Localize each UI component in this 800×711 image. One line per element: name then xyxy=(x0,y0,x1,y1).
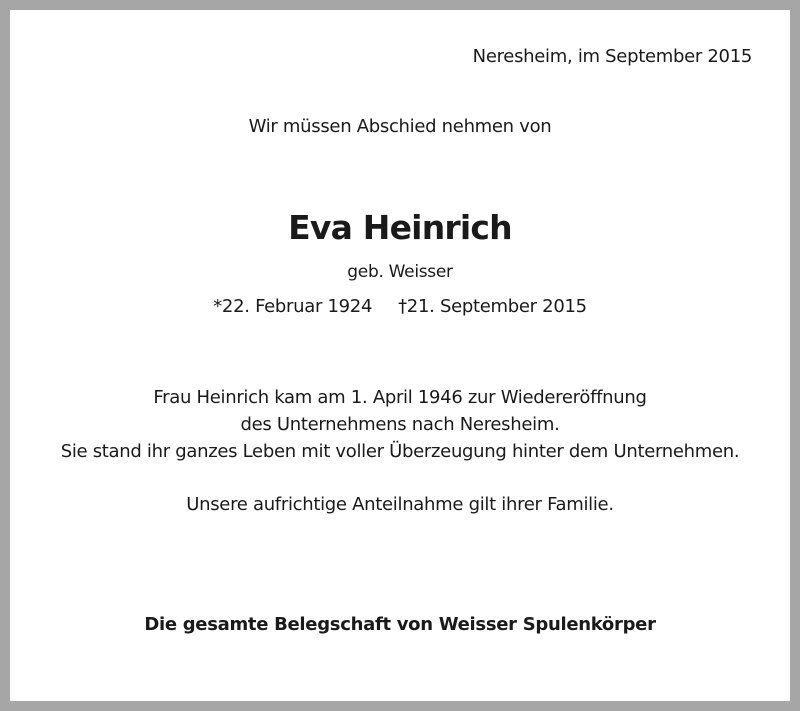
tribute-line: Frau Heinrich kam am 1. April 1946 zur Wiedereröffnung xyxy=(153,387,647,408)
obituary-card xyxy=(10,10,790,701)
death-date: †21. September 2015 xyxy=(398,296,587,317)
tribute-text xyxy=(10,384,790,465)
tribute-line: des Unternehmens nach Neresheim. xyxy=(240,414,560,435)
place-date: Neresheim, im September 2015 xyxy=(472,46,752,67)
deceased-name: Eva Heinrich xyxy=(288,208,512,247)
maiden-name: geb. Weisser xyxy=(347,262,453,282)
tribute-line: Sie stand ihr ganzes Leben mit voller Überzeugung hinter dem Unternehmen. xyxy=(60,441,740,462)
condolence-line: Unsere aufrichtige Anteilnahme gilt ihrer Familie. xyxy=(186,494,614,515)
signature: Die gesamte Belegschaft von Weisser Spulenkörper xyxy=(144,614,656,635)
birth-date: *22. Februar 1924 xyxy=(213,296,373,317)
intro-line: Wir müssen Abschied nehmen von xyxy=(248,116,552,137)
life-dates xyxy=(10,296,790,317)
